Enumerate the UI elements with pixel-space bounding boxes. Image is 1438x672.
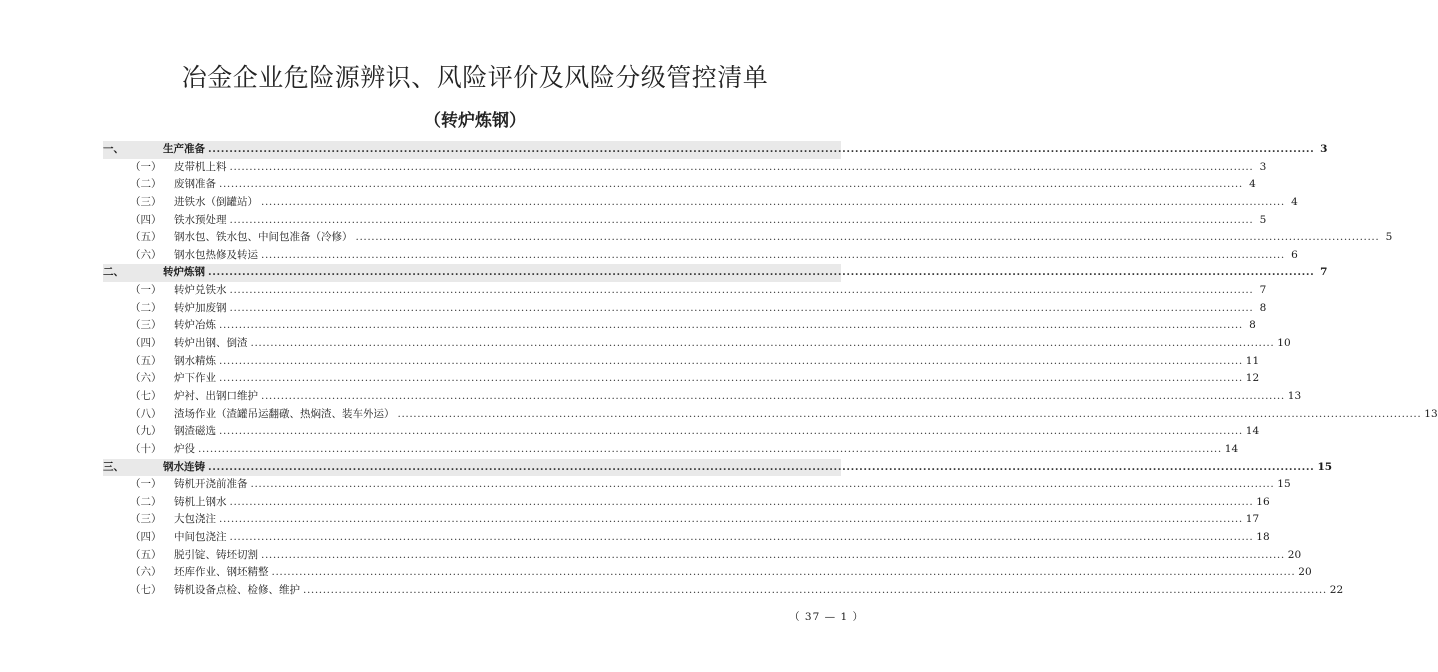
page-indicator: （ 37 — 1 ）	[789, 611, 864, 623]
toc-leader-dots: ....................................................................................................................................................................................................................................................................	[250, 337, 1275, 350]
toc-entry-number: （四）	[130, 337, 162, 350]
toc-item-row[interactable]	[103, 441, 1239, 459]
toc-entry-label: 转炉加废钢	[174, 301, 227, 314]
document-subtitle: （转炉炼钢）	[424, 111, 526, 131]
toc-page-number: 13	[1424, 407, 1438, 420]
toc-item-row[interactable]	[103, 353, 1260, 371]
toc-page-number: 3	[1320, 143, 1328, 155]
toc-entry-number: （四）	[130, 531, 162, 544]
toc-page-number: 20	[1298, 566, 1312, 579]
toc-leader-dots: ....................................................................................................................................................................................................................................................................	[303, 584, 1327, 597]
toc-page-number: 4	[1249, 178, 1256, 191]
toc-entry-label: 转炉冶炼	[174, 319, 216, 332]
toc-entry-label: 炉役	[174, 442, 195, 455]
toc-page-number: 11	[1245, 354, 1260, 367]
toc-entry-label: 大包浇注	[174, 513, 216, 526]
toc-entry-label: 铸机上钢水	[174, 495, 227, 508]
toc-entry-label: 炉衬、出钢口维护	[174, 389, 258, 402]
toc-leader-dots: ....................................................................................................................................................................................................................................................................	[261, 195, 1285, 208]
toc-page-number: 5	[1259, 213, 1267, 226]
toc-leader-dots: ....................................................................................................................................................................................................................................................................	[271, 566, 1296, 579]
toc-leader-dots: ....................................................................................................................................................................................................................................................................	[229, 284, 1254, 297]
toc-page-number: 4	[1291, 195, 1298, 208]
toc-entry	[174, 370, 1260, 388]
toc-entry-number: （二）	[130, 495, 162, 508]
toc-entry	[174, 511, 1260, 529]
toc-entry-label: 钢水连铸	[163, 460, 205, 473]
toc-entry-label: 生产准备	[163, 143, 205, 155]
toc-entry-number: （三）	[130, 195, 162, 208]
document-title: 冶金企业危险源辨识、风险评价及风险分级管控清单	[181, 63, 769, 92]
toc-entry	[174, 423, 1260, 441]
toc-entry-label: 炉下作业	[174, 372, 216, 385]
toc-entry-label: 转炉出钢、倒渣	[174, 337, 248, 350]
table-of-contents	[103, 141, 1438, 600]
toc-entry-number: （九）	[130, 425, 162, 438]
toc-entry-number: 三、	[103, 460, 124, 473]
toc-leader-dots: ....................................................................................................................................................................................................................................................................	[219, 319, 1243, 332]
toc-entry-number: （一）	[130, 478, 162, 491]
toc-leader-dots: ....................................................................................................................................................................................................................................................................	[229, 301, 1254, 314]
toc-entry-number: 二、	[103, 266, 124, 279]
toc-page-number: 17	[1245, 513, 1260, 526]
toc-entry-number: （三）	[130, 319, 162, 332]
toc-entry	[174, 582, 1344, 600]
toc-entry	[174, 282, 1267, 300]
toc-entry	[174, 159, 1267, 177]
toc-section-row[interactable]	[103, 141, 1328, 159]
toc-leader-dots: ....................................................................................................................................................................................................................................................................	[198, 442, 1222, 455]
toc-page-number: 13	[1287, 389, 1302, 402]
toc-item-row[interactable]	[103, 476, 1291, 494]
toc-leader-dots: ....................................................................................................................................................................................................................................................................	[355, 231, 1380, 244]
toc-entry-label: 铸机设备点检、检修、维护	[174, 584, 300, 597]
toc-entry	[174, 388, 1302, 406]
toc-leader-dots: ....................................................................................................................................................................................................................................................................	[219, 513, 1243, 526]
toc-page-number: 18	[1256, 531, 1270, 544]
toc-entry-number: （一）	[130, 160, 162, 173]
toc-item-row[interactable]	[103, 388, 1302, 406]
toc-item-row[interactable]	[103, 582, 1344, 600]
toc-section-row[interactable]	[103, 459, 1333, 477]
toc-item-row[interactable]	[103, 212, 1267, 230]
toc-entry-number: （七）	[130, 584, 162, 597]
toc-page-number: 12	[1245, 372, 1260, 385]
toc-entry-number: （五）	[130, 354, 162, 367]
toc-entry	[174, 406, 1438, 424]
toc-entry	[163, 141, 1328, 159]
toc-item-row[interactable]	[103, 335, 1291, 353]
toc-entry-number: （六）	[130, 372, 162, 385]
toc-page-number: 8	[1259, 301, 1267, 314]
toc-entry-label: 钢水包热修及转运	[174, 248, 258, 261]
toc-entry-label: 坯库作业、钢坯精整	[174, 566, 269, 579]
toc-entry-label: 脱引锭、铸坯切割	[174, 548, 258, 561]
toc-entry-label: 转炉兑铁水	[174, 284, 227, 297]
toc-leader-dots: ....................................................................................................................................................................................................................................................................	[250, 478, 1275, 491]
toc-leader-dots: ....................................................................................................................................................................................................................................................................	[229, 213, 1254, 226]
toc-entry-number: （一）	[130, 284, 162, 297]
toc-leader-dots: ....................................................................................................................................................................................................................................................................	[219, 372, 1243, 385]
toc-item-row[interactable]	[103, 547, 1302, 565]
toc-item-row[interactable]	[103, 229, 1393, 247]
toc-item-row[interactable]	[103, 300, 1267, 318]
toc-entry-number: （五）	[130, 548, 162, 561]
toc-entry-number: 一、	[103, 143, 124, 155]
toc-entry	[174, 353, 1260, 371]
toc-entry	[174, 441, 1239, 459]
toc-page-number: 16	[1256, 495, 1270, 508]
toc-entry	[174, 212, 1267, 230]
toc-item-row[interactable]	[103, 406, 1438, 424]
toc-entry-number: （十）	[130, 442, 162, 455]
toc-entry	[174, 300, 1267, 318]
toc-leader-dots: ....................................................................................................................................................................................................................................................................	[229, 160, 1254, 173]
toc-entry	[174, 247, 1298, 265]
toc-entry	[174, 476, 1291, 494]
toc-page-number: 7	[1320, 266, 1328, 279]
toc-entry-number: （七）	[130, 389, 162, 402]
toc-page-number: 10	[1277, 337, 1291, 350]
toc-leader-dots: ....................................................................................................................................................................................................................................................................	[261, 248, 1285, 261]
toc-page-number: 7	[1259, 284, 1267, 297]
toc-entry-label: 钢水包、铁水包、中间包准备（冷修）	[174, 231, 353, 244]
toc-entry-label: 铁水预处理	[174, 213, 227, 226]
toc-page-number: 14	[1224, 442, 1239, 455]
toc-item-row[interactable]	[103, 247, 1298, 265]
toc-leader-dots: ....................................................................................................................................................................................................................................................................	[208, 143, 1315, 155]
toc-item-row[interactable]	[103, 176, 1256, 194]
toc-entry-number: （八）	[130, 407, 162, 420]
toc-page-number: 6	[1291, 248, 1298, 261]
toc-entry	[174, 564, 1312, 582]
toc-item-row[interactable]	[103, 194, 1298, 212]
toc-entry	[174, 547, 1302, 565]
toc-entry-number: （五）	[130, 231, 162, 244]
toc-entry	[174, 176, 1256, 194]
toc-page-number: 22	[1329, 584, 1344, 597]
toc-leader-dots: ....................................................................................................................................................................................................................................................................	[261, 389, 1285, 402]
toc-entry-label: 渣场作业（渣罐吊运翻礅、热焖渣、装车外运）	[174, 407, 395, 420]
toc-entry	[174, 529, 1270, 547]
toc-entry-label: 进铁水（倒罐站）	[174, 195, 258, 208]
toc-entry-label: 钢水精炼	[174, 354, 216, 367]
toc-item-row[interactable]	[103, 564, 1312, 582]
toc-leader-dots: ....................................................................................................................................................................................................................................................................	[208, 460, 1315, 473]
toc-leader-dots: ....................................................................................................................................................................................................................................................................	[219, 354, 1243, 367]
toc-item-row[interactable]	[103, 159, 1267, 177]
toc-entry-label: 钢渣磁选	[174, 425, 216, 438]
toc-page-number: 14	[1245, 425, 1260, 438]
toc-entry	[174, 335, 1291, 353]
toc-page-number: 3	[1259, 160, 1267, 173]
toc-leader-dots: ....................................................................................................................................................................................................................................................................	[397, 407, 1422, 420]
toc-leader-dots: ....................................................................................................................................................................................................................................................................	[261, 548, 1285, 561]
toc-entry-number: （四）	[130, 213, 162, 226]
toc-entry	[163, 459, 1333, 477]
toc-entry	[163, 264, 1328, 282]
toc-entry-number: （六）	[130, 566, 162, 579]
toc-entry	[174, 229, 1393, 247]
toc-item-row[interactable]	[103, 370, 1260, 388]
toc-entry-number: （二）	[130, 301, 162, 314]
toc-entry-label: 铸机开浇前准备	[174, 478, 248, 491]
toc-entry-number: （二）	[130, 178, 162, 191]
toc-item-row[interactable]	[103, 423, 1260, 441]
toc-leader-dots: ....................................................................................................................................................................................................................................................................	[219, 425, 1243, 438]
toc-entry-label: 废钢准备	[174, 178, 216, 191]
toc-page-number: 20	[1287, 548, 1302, 561]
toc-entry-label: 皮带机上料	[174, 160, 227, 173]
toc-section-row[interactable]	[103, 264, 1328, 282]
toc-entry-label: 中间包浇注	[174, 531, 227, 544]
toc-entry-label: 转炉炼钢	[163, 266, 205, 279]
toc-page-number: 15	[1277, 478, 1291, 491]
toc-entry	[174, 317, 1256, 335]
toc-leader-dots: ....................................................................................................................................................................................................................................................................	[229, 531, 1254, 544]
toc-item-row[interactable]	[103, 282, 1267, 300]
toc-item-row[interactable]	[103, 494, 1270, 512]
toc-item-row[interactable]	[103, 317, 1256, 335]
toc-page-number: 15	[1317, 460, 1333, 473]
toc-leader-dots: ....................................................................................................................................................................................................................................................................	[219, 178, 1243, 191]
toc-entry-number: （三）	[130, 513, 162, 526]
toc-entry	[174, 194, 1298, 212]
toc-item-row[interactable]	[103, 511, 1260, 529]
toc-item-row[interactable]	[103, 529, 1270, 547]
toc-leader-dots: ....................................................................................................................................................................................................................................................................	[229, 495, 1254, 508]
toc-entry-number: （六）	[130, 248, 162, 261]
toc-entry	[174, 494, 1270, 512]
toc-page-number: 8	[1249, 319, 1256, 332]
toc-leader-dots: ....................................................................................................................................................................................................................................................................	[208, 266, 1315, 279]
toc-page-number: 5	[1385, 231, 1393, 244]
